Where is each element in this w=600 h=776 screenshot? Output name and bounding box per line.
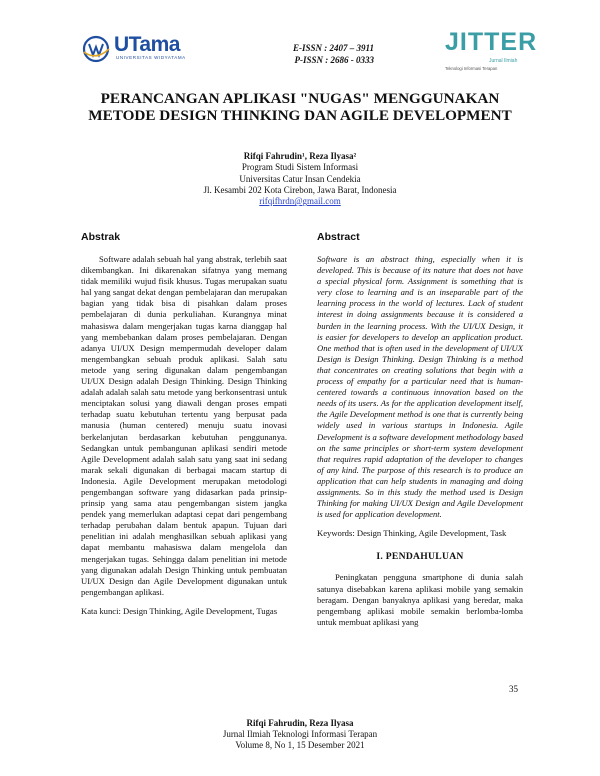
issn-block bbox=[262, 42, 374, 66]
title-line-1: PERANCANGAN APLIKASI "NUGAS" MENGGUNAKAN bbox=[100, 90, 500, 107]
p-issn: P-ISSN : 2686 - 0333 bbox=[294, 55, 374, 65]
abstrak-keywords: Kata kunci: Design Thinking, Agile Development, Tugas bbox=[81, 605, 278, 616]
journal-logo bbox=[445, 28, 545, 76]
abstract-text: Software is an abstract thing, especially when it is developed. This is because of its nature that does not have a special physical form. Assignment is something that is very close to learning and is an inseparable part of the learning process in the world of lectures. Lack of student interest in doing assignments because it is considered a burden in the learning process. With the UI/UX Design, it is easier for developers to develop an application product. One method that is often used in the development of UI/UX Design is Design Thinking. Design Thinking is a method that concentrates on creating solutions that begin with a process of empathy for a particular need that is human-centered towards a continuous innovation based on the needs of its users. As for the application development itself, the Agile Development method is one that is currently being widely used in various startups in Indonesia. Agile Development is a software development methodology based on the same principles or short-term system development that requires rapid adaptation of the developer to changes of any kind. The purpose of this research is to produce an application that can help students in managing and doing assignments. So in this study the method used is Design Thinking for making UI/UX Design and Agile Development is used for application development. bbox=[317, 254, 523, 520]
footer-volume: Volume 8, No 1, 15 Desember 2021 bbox=[235, 740, 365, 751]
abstract-heading: Abstract bbox=[317, 231, 360, 243]
introduction-text: Peningkatan pengguna smartphone di dunia salah satunya disebabkan karena aplikasi mobile yang semakin beragam. Dengan banyaknya aplikasi yang beredar, maka pengembang aplikasi mobile semakin berlomba-lomba untuk membuat aplikasi yang bbox=[317, 572, 523, 627]
e-issn: E-ISSN : 2407 – 3911 bbox=[292, 43, 374, 53]
journal-logo-tagline: Teknologi Informasi Terapan bbox=[445, 66, 498, 71]
affiliation-program: Program Studi Sistem Informasi bbox=[241, 162, 359, 173]
affiliation-university: Universitas Catur Insan Cendekia bbox=[239, 173, 361, 184]
page-number: 35 bbox=[509, 684, 518, 694]
right-column bbox=[317, 231, 523, 628]
journal-logo-text: JITTER bbox=[445, 28, 538, 56]
publisher-logo-subtext: UNIVERSITAS WIDYATAMA bbox=[116, 55, 186, 60]
author-names: Rifqi Fahrudin¹, Reza Ilyasa² bbox=[243, 151, 357, 161]
author-email-link[interactable]: rifqifhrdn@gmail.com bbox=[259, 196, 341, 207]
publisher-logo bbox=[82, 33, 212, 65]
author-block bbox=[40, 151, 560, 207]
title-line-2: METODE DESIGN THINKING DAN AGILE DEVELOPMENT bbox=[88, 107, 512, 124]
introduction-heading: I. PENDAHULUAN bbox=[376, 551, 464, 563]
publisher-emblem-icon bbox=[82, 35, 112, 63]
abstract-keywords: Keywords: Design Thinking, Agile Development, Task bbox=[317, 528, 507, 539]
footer-journal: Jurnal Ilmiah Teknologi Informasi Terapan bbox=[222, 729, 378, 740]
abstrak-heading: Abstrak bbox=[81, 231, 121, 243]
left-column bbox=[81, 231, 287, 617]
page-footer bbox=[60, 718, 540, 752]
publisher-logo-text: UTama bbox=[114, 33, 180, 56]
paper-title bbox=[40, 90, 560, 124]
abstrak-text: Software adalah sebuah hal yang abstrak, terlebih saat dikembangkan. Ini dikarenakan sifatnya yang memang tidak memiliki wujud fisik khusus. Tugas merupakan suatu hal yang sangat dekat dengan pembelajaran dan merupakan bagian yang tidak bisa di pisahkan dalam proses pembelajaran di dunia perkuliahan. Kurangnya minat mahasiswa dalam mengerjakan tugas karna dianggap hal yang membebankan dalam proses pembelajaran. Dengan adanya UI/UX Design mempermudah developer dalam mengembangkan sebuah produk aplikasi. Salah satu metode yang sering digunakan dalam pengembangan UI/UX Design adalah Design Thinking. Design Thinking adalah adalah salah satu metode yang berkonsentrasi untuk menciptakan solusi yang diawali dengan proses empati terhadap suatu kebutuhan tertentu yang berpusat pada manusia (human centered) menuju suatu inovasi berkelanjutan berdasarkan kebutuhan penggunanya. Sedangkan untuk pembangunan aplikasi sendiri metode Agile Development adalah salah satu yang saat ini sedang marak sekali digunakan di berbagai macam startup di Indonesia. Agile Development merupakan metodologi pengembangan software yang didasarkan pada prinsip-prinsip yang sama atau pengembangan sistem jangka pendek yang memerlukan adaptasi cepat dari pengembang terhadap perubahan dalam bentuk apapun. Tujuan dari penelitian ini adalah menghasilkan sebuah aplikasi yang dapat membantu mahasiswa dalam mengelola dan mengerjakan tugas. Sehingga dalam penelitian ini metode yang digunakan adalah Design Thinking untuk pembuatan UI/UX Design dan Agile Development digunakan untuk pengembangan aplikasi. bbox=[81, 254, 287, 597]
journal-logo-subtext: Jurnal Ilmiah bbox=[489, 58, 518, 64]
footer-authors: Rifqi Fahrudin, Reza Ilyasa bbox=[246, 718, 354, 728]
affiliation-address: Jl. Kesambi 202 Kota Cirebon, Jawa Barat, Indonesia bbox=[203, 184, 397, 195]
